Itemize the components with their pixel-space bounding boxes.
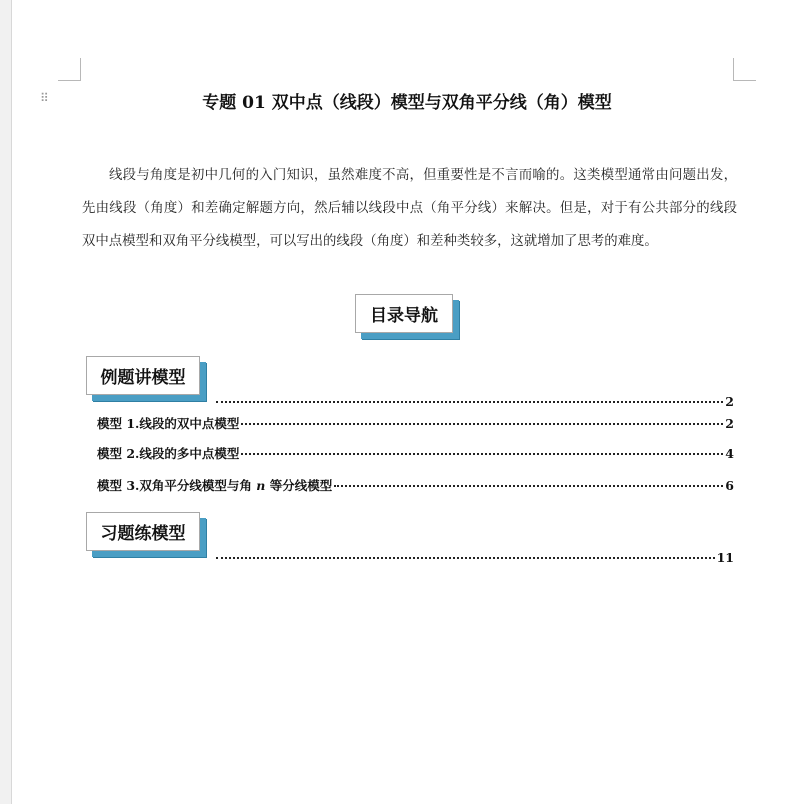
editor-left-gutter [0, 0, 12, 804]
toc-page-number: 11 [716, 550, 734, 565]
toc-entry-label-suffix: 等分线模型 [265, 478, 333, 493]
page-corner-mark-top-right [733, 58, 756, 81]
toc-entry-exercises[interactable] [214, 549, 734, 567]
toc-entry-label: 模型 1.线段的双中点模型 [97, 416, 240, 431]
intro-paragraph: 线段与角度是初中几何的入门知识，虽然难度不高，但重要性是不言而喻的。这类模型通常由问题出发，先由线段（角度）和差确定解题方向，然后辅以线段中点（角平分线）来解决。但是，对于有公共部分的线段双中点模型和双角平分线模型，可以写出的线段（角度）和差种类较多，这就增加了思考的难度。 [82, 168, 737, 249]
toc-leader-dots [241, 453, 723, 455]
toc-section-examples[interactable]: 例题讲模型 [86, 356, 200, 395]
toc-section-exercises[interactable]: 习题练模型 [86, 512, 200, 551]
drag-handle-icon[interactable]: ⠿ [40, 91, 50, 105]
toc-leader-dots [216, 557, 715, 559]
toc-entry-model-2[interactable] [97, 445, 734, 463]
toc-entry-examples[interactable] [214, 393, 734, 411]
toc-leader-dots [334, 485, 723, 487]
document-title: 专题 01 双中点（线段）模型与双角平分线（角）模型 [202, 93, 612, 113]
toc-entry-model-3[interactable] [97, 477, 734, 495]
toc-entry-label: 模型 2.线段的多中点模型 [97, 446, 240, 461]
toc-leader-dots [216, 401, 723, 403]
toc-page-number: 2 [725, 416, 734, 431]
toc-entry-model-1[interactable] [97, 415, 734, 433]
page-corner-mark-top-left [58, 58, 81, 81]
toc-heading: 目录导航 [355, 294, 453, 333]
toc-entry-label-prefix: 模型 3.双角平分线模型与角 [97, 478, 257, 493]
toc-entry-label [97, 477, 332, 495]
toc-page-number: 2 [725, 394, 734, 409]
toc-page-number: 4 [725, 446, 734, 461]
toc-leader-dots [241, 423, 723, 425]
toc-entry-label-variable: n [256, 478, 266, 493]
toc-page-number: 6 [725, 478, 734, 493]
